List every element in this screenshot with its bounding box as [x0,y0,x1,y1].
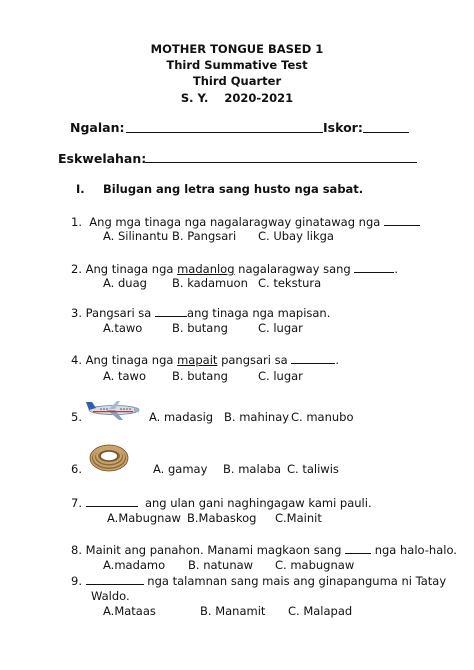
school-label: Eskwelahan: [58,151,147,166]
q3-option-b[interactable]: B. butang [172,321,228,335]
answer-blank[interactable] [86,496,138,507]
question-number: 9. [71,574,82,588]
answer-blank[interactable] [86,574,144,585]
answer-blank[interactable] [345,543,371,554]
q5-option-c[interactable]: C. manubo [291,410,354,424]
q8-option-a[interactable]: A.madamo [103,558,166,572]
q6-option-b[interactable]: B. malaba [223,462,282,476]
question-text-post: pangsari sa [221,353,288,367]
question-text-post: nga halo-halo. [374,543,457,557]
question-6-number: 6. [71,462,82,476]
score-field[interactable] [363,132,409,133]
q3-option-a[interactable]: A.tawo [103,321,143,335]
question-text-pre: Ang tinaga nga [85,262,174,276]
answer-blank[interactable] [384,215,420,226]
q2-option-a[interactable]: A. duag [103,276,147,290]
q4-option-b[interactable]: B. butang [172,369,228,383]
question-number: 4. [71,353,82,367]
q5-option-a[interactable]: A. madasig [149,410,214,424]
answer-blank[interactable] [354,262,394,273]
q8-option-c[interactable]: C. mabugnaw [275,558,355,572]
question-text-pre: Mainit ang panahon. Manami magkaon sang [85,543,342,557]
school-year-value: 2020-2021 [224,91,294,105]
question-text: Ang mga tinaga nga nagalaragway ginatawag nga [89,215,381,229]
question-number: 3. [71,306,82,320]
q3-option-c[interactable]: C. lugar [258,321,303,335]
q8-option-b[interactable]: B. natunaw [188,558,254,572]
question-9-continuation: Waldo. [91,589,130,603]
q1-option-b[interactable]: B. Pangsari [172,229,237,243]
q4-option-a[interactable]: A. tawo [103,369,146,383]
question-text: ang ulan gani naghingagaw kami pauli. [144,496,372,510]
q1-option-a[interactable]: A. Silinantu [103,229,169,243]
airplane-picture [85,396,143,422]
score-label: Iskor: [323,120,363,135]
question-5-number: 5. [71,410,82,424]
test-title: MOTHER TONGUE BASED 1 [150,42,324,56]
question-3 [71,306,330,320]
q2-option-b[interactable]: B. kadamuon [172,276,248,290]
question-text-pre: Ang tinaga nga [85,353,174,367]
q1-option-c[interactable]: C. Ubay likga [258,229,334,243]
q4-option-c[interactable]: C. lugar [258,369,303,383]
q6-option-c[interactable]: C. taliwis [287,462,339,476]
q7-option-c[interactable]: C.Mainit [275,511,322,525]
school-year [0,91,474,105]
question-text-pre: Pangsari sa [85,306,152,320]
q5-option-b[interactable]: B. mahinay [224,410,290,424]
underlined-word: madanlog [177,262,235,276]
name-label: Ngalan: [70,120,125,135]
q9-option-c[interactable]: C. Malapad [288,604,353,618]
question-number: 1. [71,215,82,229]
section-instruction: Bilugan ang letra sang husto nga sabat. [103,182,364,196]
q6-option-a[interactable]: A. gamay [153,462,208,476]
question-4: 4. Ang tinaga nga mapait pangsari sa . [71,353,339,367]
q9-option-b[interactable]: B. Manamit [200,604,266,618]
q7-option-b[interactable]: B.Mabaskog [187,511,257,525]
question-text-post: nagalaragway sang [238,262,351,276]
test-subtitle: Third Summative Test [166,58,308,72]
question-number: 7. [71,496,82,510]
question-9 [71,574,446,588]
school-field[interactable] [145,162,417,163]
q2-option-c[interactable]: C. tekstura [258,276,322,290]
q7-option-a[interactable]: A.Mabugnaw [107,511,181,525]
question-7 [71,496,372,510]
school-year-prefix: S. Y. [180,91,209,105]
question-1 [71,215,420,229]
question-2: 2. Ang tinaga nga madanlog nagalaragway sang . [71,262,399,276]
answer-blank[interactable] [291,353,335,364]
name-field[interactable] [126,132,323,133]
quarter-label: Third Quarter [192,74,282,88]
question-number: 2. [71,262,82,276]
section-number: I. [76,182,85,196]
question-number: 8. [71,543,82,557]
q9-option-a[interactable]: A.Mataas [103,604,156,618]
question-text: nga talamnan sang mais ang ginapanguma ni Tatay [147,574,447,588]
question-8 [71,543,457,557]
underlined-word: mapait [177,353,218,367]
question-text-post: ang tinaga nga mapisan. [187,306,331,320]
rope-picture [88,438,130,474]
answer-blank[interactable] [155,306,187,317]
